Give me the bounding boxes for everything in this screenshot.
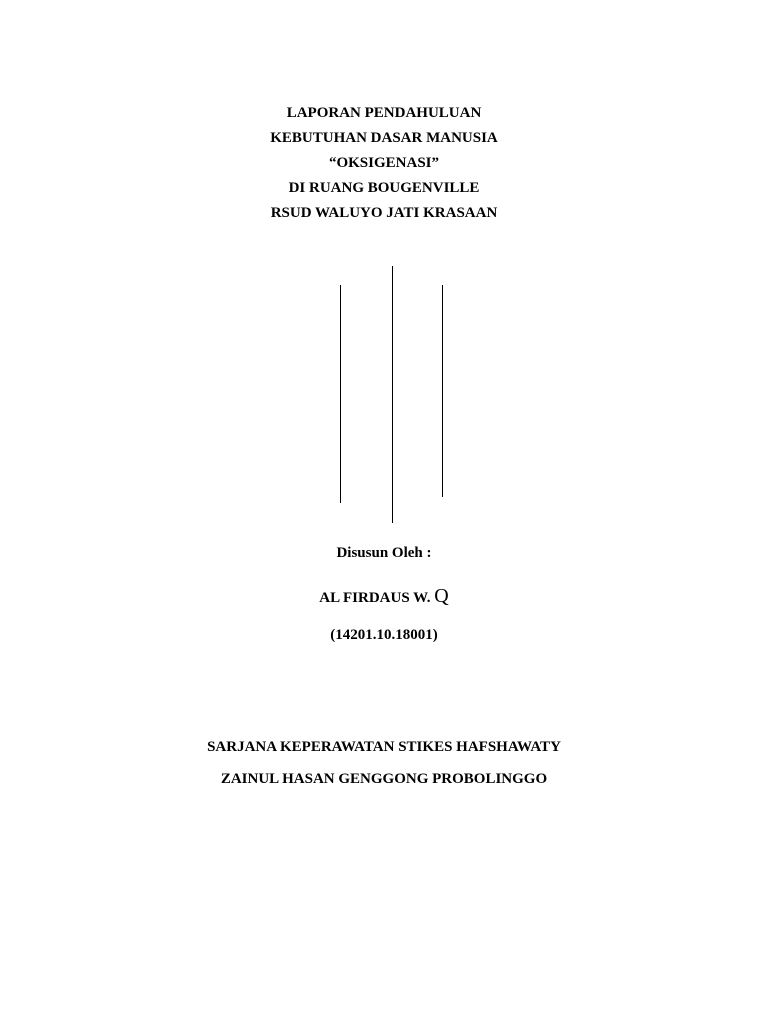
title-line-4: DI RUANG BOUGENVILLE bbox=[288, 180, 480, 196]
document-title bbox=[0, 101, 768, 226]
author-student-id: (14201.10.18001) bbox=[330, 627, 438, 643]
author-name bbox=[0, 585, 768, 608]
title-line-3: “OKSIGENASI” bbox=[328, 155, 440, 171]
institution-line-2: ZAINUL HASAN GENGGONG PROBOLINGGO bbox=[220, 771, 548, 787]
decorative-vertical-line-right bbox=[442, 285, 443, 497]
title-line-5: RSUD WALUYO JATI KRASAAN bbox=[270, 205, 498, 221]
institution-line-1: SARJANA KEPERAWATAN STIKES HAFSHAWATY bbox=[207, 739, 561, 755]
author-name-suffix: Q bbox=[434, 585, 449, 607]
title-line-1: LAPORAN PENDAHULUAN bbox=[286, 105, 482, 121]
author-name-main: AL FIRDAUS W. bbox=[319, 590, 431, 606]
title-line-2: KEBUTUHAN DASAR MANUSIA bbox=[270, 130, 498, 146]
decorative-vertical-line-middle bbox=[392, 266, 393, 523]
author-label: Disusun Oleh : bbox=[336, 545, 432, 561]
decorative-vertical-line-left bbox=[340, 285, 341, 503]
